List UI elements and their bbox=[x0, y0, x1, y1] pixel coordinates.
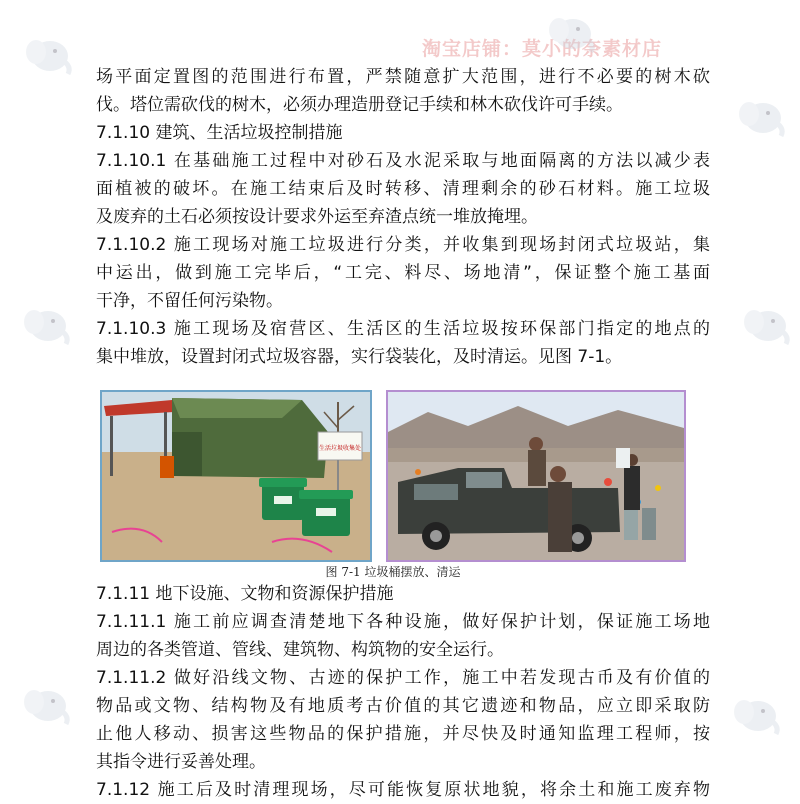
elephant-watermark-icon bbox=[730, 690, 784, 738]
text-line: 及废弃的土石必须按设计要求外运至弃渣点统一堆放掩埋。 bbox=[96, 207, 538, 227]
document-body-lower bbox=[96, 580, 710, 804]
text-line: 止他人移动、损害这些物品的保护措施，并尽快及时通知监理工程师，按 bbox=[96, 724, 710, 744]
text-line: 其指令进行妥善处理。 bbox=[96, 752, 266, 772]
text-line: 物品或文物、结构物及有地质考古价值的其它遗迹和物品，应立即采取防 bbox=[96, 696, 710, 716]
garbage-collection-photo-image bbox=[388, 392, 684, 560]
sign-text: 生活垃圾收集处 bbox=[318, 445, 362, 452]
section-heading: 7.1.11 地下设施、文物和资源保护措施 bbox=[96, 584, 394, 604]
text-line: 7.1.11.1 施工前应调查清楚地下各种设施，做好保护计划，保证施工场地 bbox=[96, 612, 710, 632]
figure-7-1 bbox=[100, 390, 686, 580]
text-line: 中运出，做到施工完毕后，“工完、料尽、场地清”，保证整个施工基面 bbox=[96, 263, 710, 283]
photo-garbage-collection bbox=[386, 390, 686, 562]
text-line: 7.1.10.3 施工现场及宿营区、生活区的生活垃圾按环保部门指定的地点的 bbox=[96, 319, 710, 339]
elephant-watermark-icon bbox=[20, 680, 74, 728]
section-heading: 7.1.10 建筑、生活垃圾控制措施 bbox=[96, 123, 343, 143]
text-line: 7.1.11.2 做好沿线文物、古迹的保护工作，施工中若发现古币及有价值的 bbox=[96, 668, 710, 688]
elephant-watermark-icon bbox=[20, 300, 74, 348]
text-line: 集中堆放，设置封闭式垃圾容器，实行袋装化，及时清运。见图 7-1。 bbox=[96, 347, 623, 367]
elephant-watermark-icon bbox=[22, 30, 76, 78]
text-line: 伐。塔位需砍伐的树木，必须办理造册登记手续和林木砍伐许可手续。 bbox=[96, 95, 623, 115]
text-line: 面植被的破坏。在施工结束后及时转移、清理剩余的砂石材料。施工垃圾 bbox=[96, 179, 710, 199]
elephant-watermark-icon bbox=[545, 8, 599, 56]
elephant-watermark-icon bbox=[740, 300, 794, 348]
text-line: 7.1.10.1 在基础施工过程中对砂石及水泥采取与地面隔离的方法以减少表 bbox=[96, 151, 710, 171]
text-line: 场平面定置图的范围进行布置，严禁随意扩大范围，进行不必要的树木砍 bbox=[96, 67, 710, 87]
figure-caption: 图 7-1 垃圾桶摆放、清运 bbox=[325, 565, 461, 579]
watermark-brand-text: 淘宝店铺：莫小的奈素材店 bbox=[422, 38, 663, 60]
text-line: 7.1.10.2 施工现场对施工垃圾进行分类，并收集到现场封闭式垃圾站，集 bbox=[96, 235, 710, 255]
garbage-bins-photo-image bbox=[102, 392, 370, 560]
photo-garbage-bins bbox=[100, 390, 372, 562]
document-body-upper bbox=[96, 63, 710, 371]
text-line: 7.1.12 施工后及时清理现场，尽可能恢复原状地貌，将余土和施工废弃物 bbox=[96, 780, 710, 800]
text-line: 干净，不留任何污染物。 bbox=[96, 291, 283, 311]
text-line: 周边的各类管道、管线、建筑物、构筑物的安全运行。 bbox=[96, 640, 504, 660]
elephant-watermark-icon bbox=[735, 92, 789, 140]
